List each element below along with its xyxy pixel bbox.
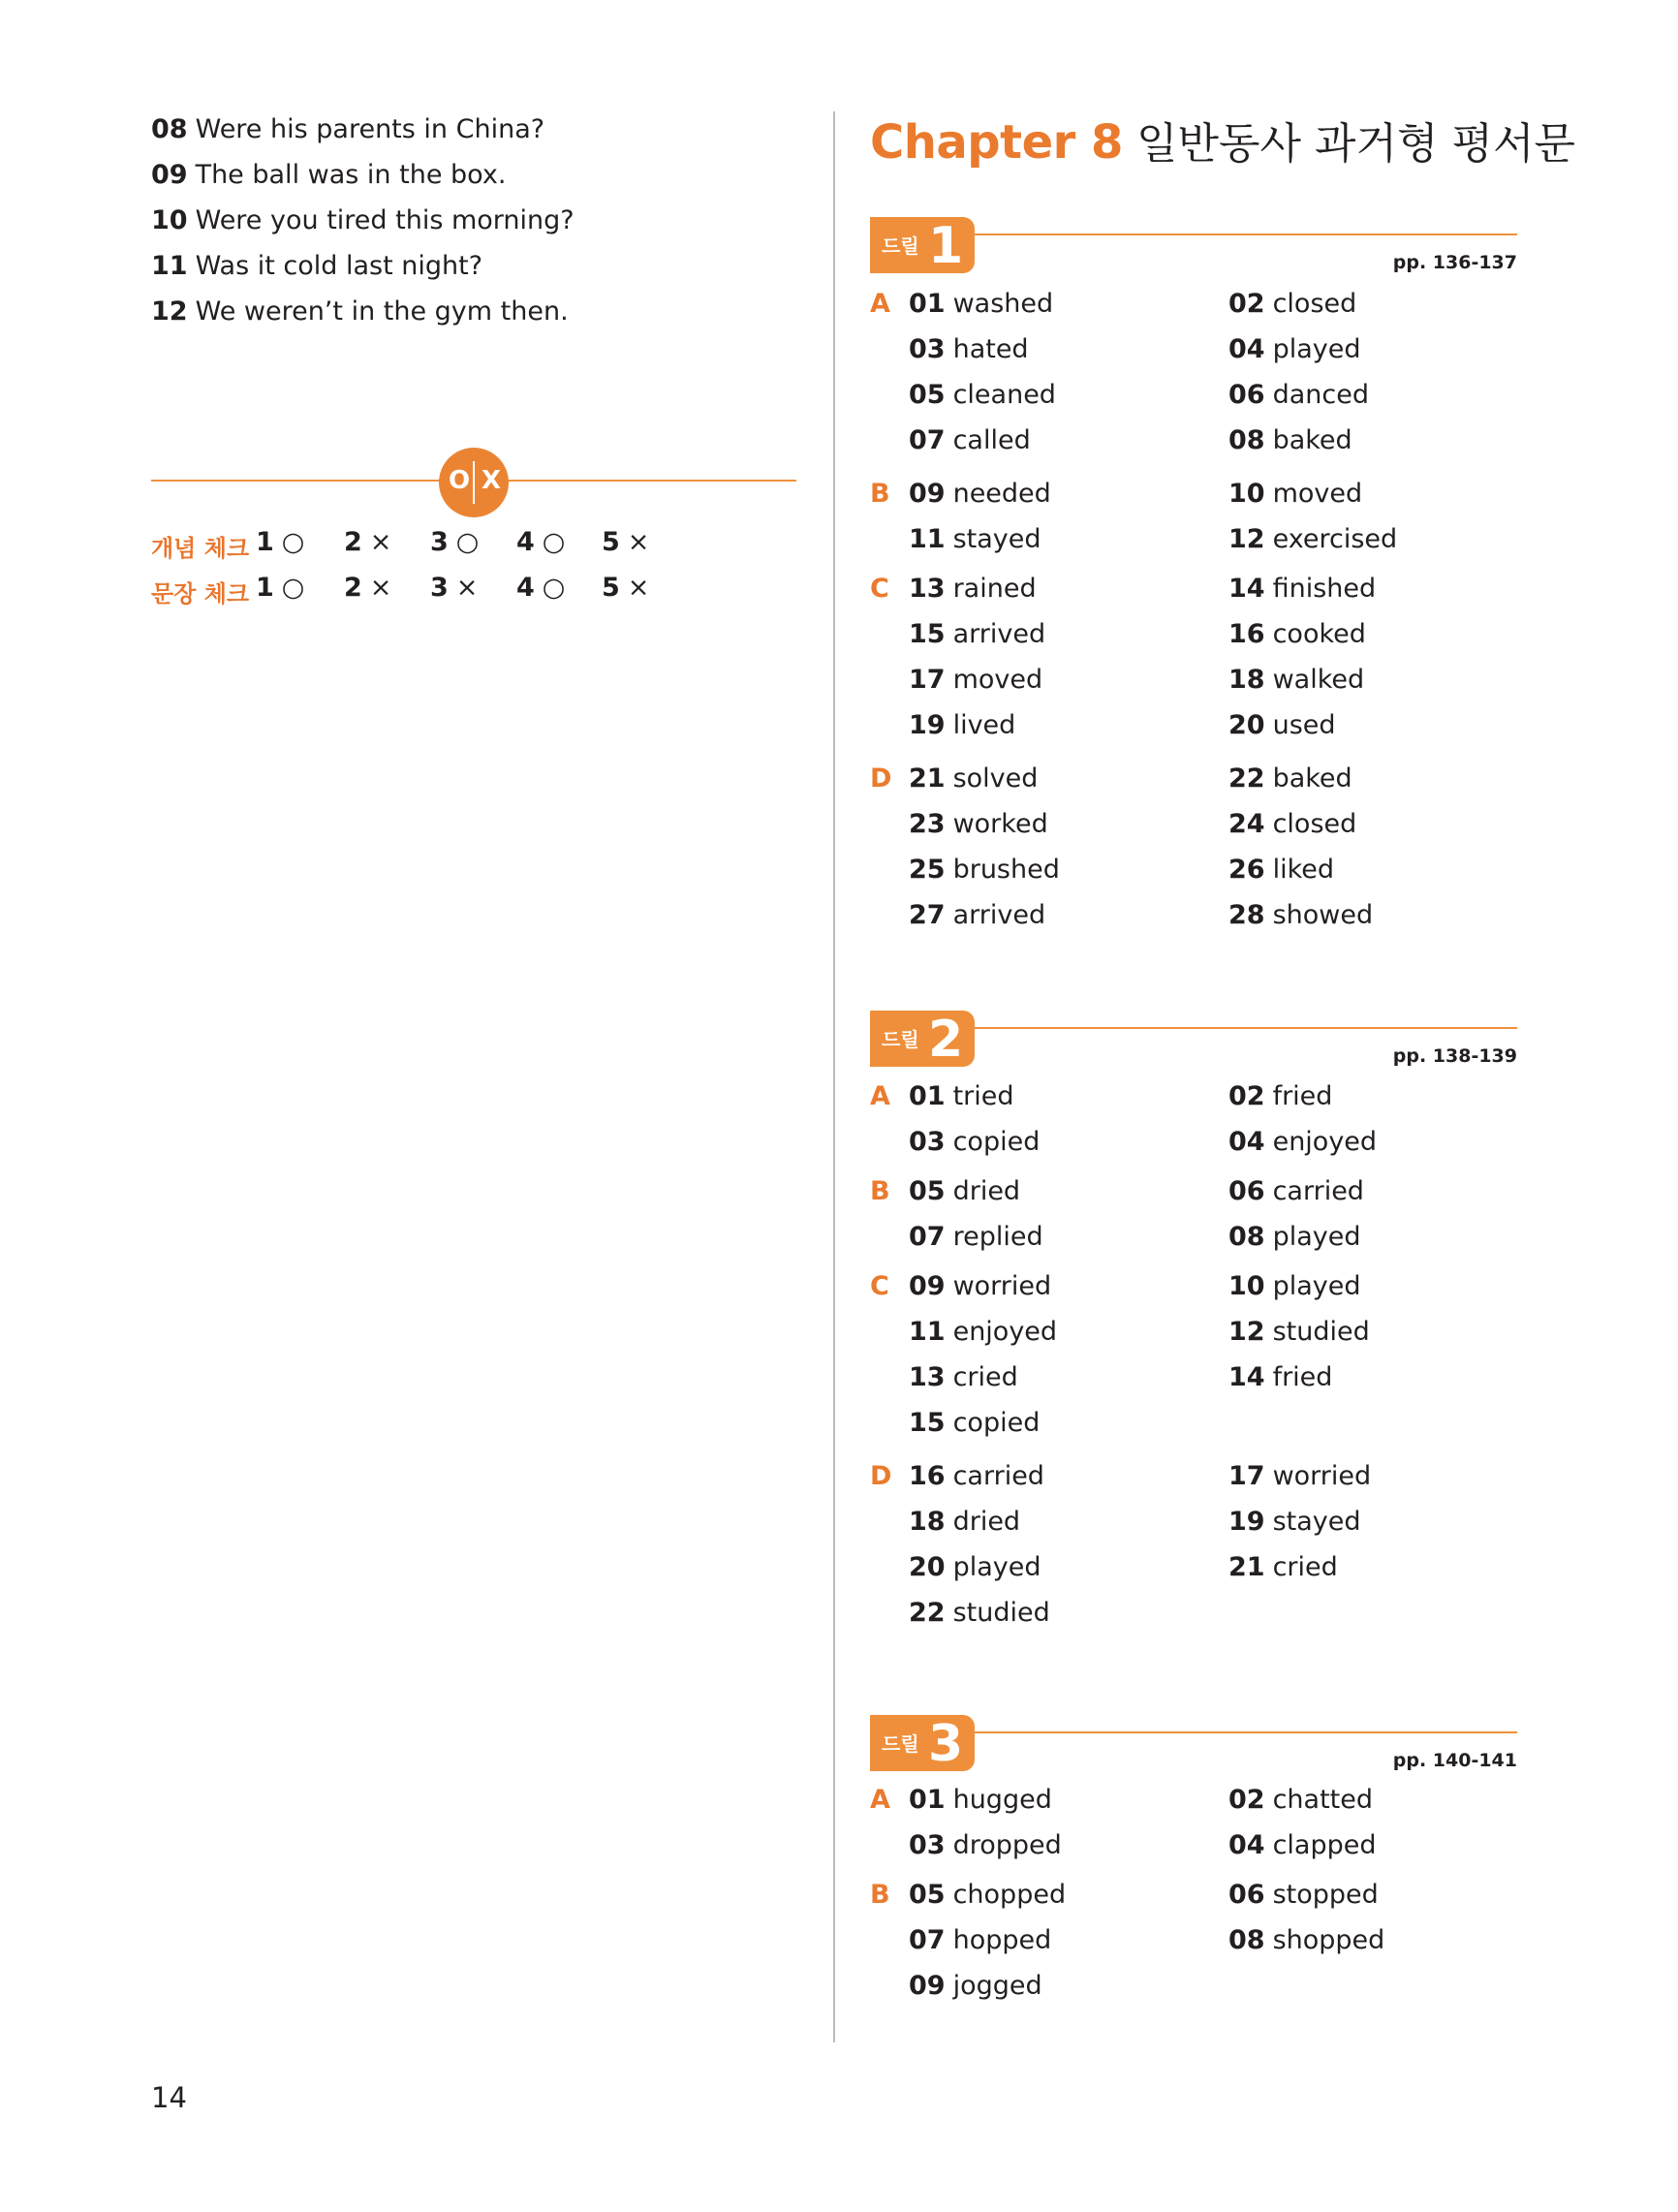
answer-item: 22 studied — [909, 1598, 1050, 1628]
answer-item: 20 used — [1228, 710, 1336, 740]
answer-item: 05 chopped — [909, 1880, 1067, 1910]
answer-item: 08 shopped — [1228, 1925, 1385, 1955]
concept-check-item: 4 ○ — [516, 527, 566, 557]
answer-item: 18 walked — [1228, 665, 1365, 695]
answer-item: 05 dried — [909, 1176, 1021, 1206]
ox-badge-o: O — [449, 466, 471, 495]
chapter-title — [870, 109, 1575, 171]
ox-badge — [439, 448, 509, 517]
section-letter: B — [870, 1176, 890, 1206]
drill-pages: pp. 140-141 — [1392, 1750, 1517, 1771]
page-number: 14 — [151, 2081, 187, 2114]
sentence-check-item: 3 × — [430, 573, 479, 603]
section-letter: A — [870, 1081, 890, 1111]
column-divider — [833, 111, 835, 2042]
answer-item: 01 washed — [909, 289, 1054, 319]
answer-line: 11 Was it cold last night? — [151, 251, 483, 281]
answer-item: 16 carried — [909, 1461, 1044, 1491]
ox-badge-x: X — [482, 466, 502, 495]
chapter-korean-title: 일반동사 과거형 평서문 — [1135, 119, 1575, 169]
previous-answers — [151, 107, 575, 334]
answer-item: 11 stayed — [909, 524, 1041, 554]
sentence-check-item: 4 ○ — [516, 573, 566, 603]
answer-item: 10 played — [1228, 1271, 1361, 1301]
answer-item: 17 worried — [1228, 1461, 1372, 1491]
drill-rule — [975, 1027, 1517, 1029]
answer-item: 04 played — [1228, 334, 1361, 364]
drill-pages: pp. 138-139 — [1392, 1045, 1517, 1067]
sentence-check-item: 2 × — [344, 573, 392, 603]
answer-item: 08 played — [1228, 1222, 1361, 1252]
answer-item: 09 worried — [909, 1271, 1052, 1301]
section-letter: B — [870, 479, 890, 509]
answer-line: 12 We weren’t in the gym then. — [151, 296, 569, 327]
answer-item: 28 showed — [1228, 900, 1374, 930]
answer-item: 09 needed — [909, 479, 1051, 509]
answer-item: 15 arrived — [909, 619, 1046, 649]
answer-item: 01 tried — [909, 1081, 1014, 1111]
section-letter: C — [870, 574, 889, 604]
answer-item: 21 solved — [909, 763, 1039, 794]
answer-item: 03 copied — [909, 1127, 1041, 1157]
answer-item: 16 cooked — [1228, 619, 1366, 649]
answer-item: 11 enjoyed — [909, 1317, 1058, 1347]
drill-rule — [975, 234, 1517, 235]
answer-item: 02 fried — [1228, 1081, 1333, 1111]
section-letter: C — [870, 1271, 889, 1301]
drill-pages: pp. 136-137 — [1392, 252, 1517, 273]
concept-check-label: 개념 체크 — [151, 535, 250, 562]
answer-item: 24 closed — [1228, 809, 1357, 839]
answer-item: 06 carried — [1228, 1176, 1364, 1206]
sentence-check-item: 5 × — [602, 573, 650, 603]
drill-2-header — [870, 1011, 1517, 1067]
answer-item: 12 exercised — [1228, 524, 1398, 554]
answer-item: 07 hopped — [909, 1925, 1052, 1955]
answer-item: 18 dried — [909, 1507, 1021, 1537]
answer-item: 10 moved — [1228, 479, 1363, 509]
answer-item: 14 finished — [1228, 574, 1377, 604]
answer-item: 07 called — [909, 425, 1031, 455]
answer-item: 23 worked — [909, 809, 1048, 839]
answer-item: 02 closed — [1228, 289, 1357, 319]
section-letter: A — [870, 289, 890, 319]
answer-item: 09 jogged — [909, 1971, 1042, 2001]
section-letter: D — [870, 1461, 892, 1491]
answer-item: 04 clapped — [1228, 1830, 1377, 1860]
chapter-label: Chapter 8 — [870, 115, 1123, 170]
section-letter: B — [870, 1880, 890, 1910]
answer-item: 03 dropped — [909, 1830, 1062, 1860]
drill-tab: 드릴 3 — [870, 1715, 975, 1771]
drill-3-header — [870, 1715, 1517, 1771]
sentence-check-item: 1 ○ — [256, 573, 305, 603]
answer-item: 06 danced — [1228, 380, 1369, 410]
answer-item: 03 hated — [909, 334, 1029, 364]
answer-item: 22 baked — [1228, 763, 1352, 794]
section-letter: D — [870, 763, 892, 794]
sentence-check-label: 문장 체크 — [151, 580, 250, 608]
answer-line: 08 Were his parents in China? — [151, 114, 545, 144]
answer-item: 04 enjoyed — [1228, 1127, 1378, 1157]
answer-item: 05 cleaned — [909, 380, 1056, 410]
drill-rule — [975, 1731, 1517, 1733]
ox-badge-separator — [473, 461, 475, 504]
answer-item: 20 played — [909, 1552, 1041, 1582]
answer-item: 27 arrived — [909, 900, 1046, 930]
answer-item: 13 cried — [909, 1362, 1018, 1392]
answer-item: 15 copied — [909, 1408, 1041, 1438]
answer-item: 06 stopped — [1228, 1880, 1379, 1910]
answer-item: 12 studied — [1228, 1317, 1370, 1347]
answer-item: 21 cried — [1228, 1552, 1338, 1582]
answer-item: 07 replied — [909, 1222, 1043, 1252]
answer-item: 02 chatted — [1228, 1785, 1374, 1815]
concept-check-item: 3 ○ — [430, 527, 480, 557]
answer-item: 26 liked — [1228, 855, 1335, 885]
answer-item: 19 lived — [909, 710, 1016, 740]
answer-line: 09 The ball was in the box. — [151, 160, 507, 190]
drill-tab: 드릴 2 — [870, 1011, 975, 1067]
concept-check-item: 2 × — [344, 527, 392, 557]
answer-item: 13 rained — [909, 574, 1037, 604]
concept-check-item: 5 × — [602, 527, 650, 557]
answer-line: 10 Were you tired this morning? — [151, 205, 575, 235]
answer-item: 08 baked — [1228, 425, 1352, 455]
answer-item: 25 brushed — [909, 855, 1060, 885]
drill-1-header — [870, 217, 1517, 273]
section-letter: A — [870, 1785, 890, 1815]
answer-item: 01 hugged — [909, 1785, 1052, 1815]
answer-item: 14 fried — [1228, 1362, 1333, 1392]
concept-check-item: 1 ○ — [256, 527, 305, 557]
answer-item: 19 stayed — [1228, 1507, 1361, 1537]
drill-tab: 드릴 1 — [870, 217, 975, 273]
answer-item: 17 moved — [909, 665, 1043, 695]
